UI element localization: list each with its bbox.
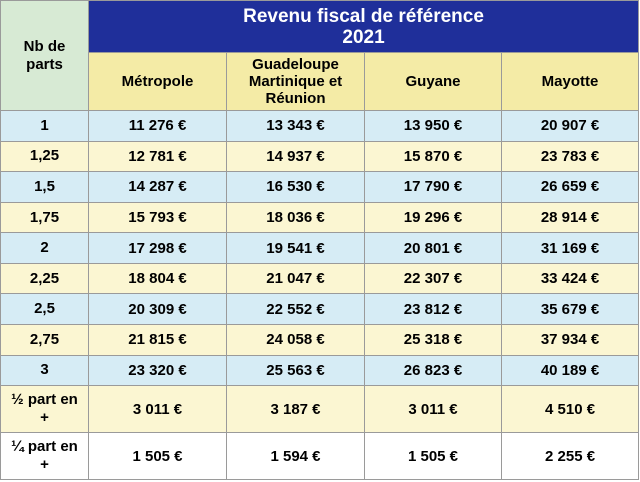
parts-cell [1, 325, 89, 356]
mayotte-value: 4 510 € [502, 386, 639, 433]
table-row [1, 141, 639, 172]
parts-cell-line: 1,25 [29, 147, 60, 165]
parts-cell-line: 2,5 [34, 300, 55, 318]
mayotte-value: 31 169 € [502, 233, 639, 264]
header-martinique-label: Martinique et [248, 73, 343, 90]
table-row [1, 202, 639, 233]
header-reunion-label: Réunion [265, 90, 326, 107]
parts-cell-line: 2,75 [29, 330, 60, 348]
parts-cell [1, 233, 89, 264]
header-mayotte [502, 53, 639, 111]
guadeloupe-martinique-reunion-value: 13 343 € [227, 111, 365, 142]
table-title [89, 1, 639, 53]
header-guadeloupe-label: Guadeloupe [252, 56, 339, 73]
header-nb-parts-line-2: parts [26, 55, 63, 73]
guadeloupe-martinique-reunion-value: 22 552 € [227, 294, 365, 325]
guyane-value: 20 801 € [365, 233, 502, 264]
guyane-value: 1 505 € [365, 433, 502, 480]
parts-cell-line: ¼ part en [11, 438, 78, 456]
guyane-value: 15 870 € [365, 141, 502, 172]
guadeloupe-martinique-reunion-value: 18 036 € [227, 202, 365, 233]
metropole-value: 1 505 € [89, 433, 227, 480]
guadeloupe-martinique-reunion-value: 19 541 € [227, 233, 365, 264]
header-metropole [89, 53, 227, 111]
table-title-line-2: 2021 [342, 26, 385, 48]
header-metropole-label: Métropole [121, 73, 194, 90]
header-guadeloupe-martinique-reunion [227, 53, 365, 111]
metropole-value: 12 781 € [89, 141, 227, 172]
guadeloupe-martinique-reunion-value: 14 937 € [227, 141, 365, 172]
parts-cell-line: ½ part en [11, 391, 78, 409]
table-title-line-1: Revenu fiscal de référence [243, 5, 484, 27]
parts-cell [1, 433, 89, 480]
guyane-value: 25 318 € [365, 325, 502, 356]
parts-cell [1, 386, 89, 433]
guadeloupe-martinique-reunion-value: 21 047 € [227, 263, 365, 294]
guadeloupe-martinique-reunion-value: 1 594 € [227, 433, 365, 480]
mayotte-value: 40 189 € [502, 355, 639, 386]
parts-cell-line: 1,75 [29, 208, 60, 226]
mayotte-value: 28 914 € [502, 202, 639, 233]
parts-cell [1, 141, 89, 172]
table-row [1, 294, 639, 325]
parts-cell-line: + [40, 409, 49, 427]
mayotte-value: 33 424 € [502, 263, 639, 294]
parts-cell [1, 202, 89, 233]
metropole-value: 21 815 € [89, 325, 227, 356]
table-row [1, 433, 639, 480]
metropole-value: 23 320 € [89, 355, 227, 386]
table-row [1, 355, 639, 386]
mayotte-value: 35 679 € [502, 294, 639, 325]
guyane-value: 23 812 € [365, 294, 502, 325]
header-nb-parts [1, 1, 89, 111]
metropole-value: 14 287 € [89, 172, 227, 203]
guyane-value: 3 011 € [365, 386, 502, 433]
guyane-value: 13 950 € [365, 111, 502, 142]
table-row [1, 386, 639, 433]
metropole-value: 18 804 € [89, 263, 227, 294]
guadeloupe-martinique-reunion-value: 24 058 € [227, 325, 365, 356]
parts-cell-line: 3 [40, 361, 49, 379]
parts-cell [1, 172, 89, 203]
parts-cell-line: 2 [40, 239, 49, 257]
guyane-value: 26 823 € [365, 355, 502, 386]
guadeloupe-martinique-reunion-value: 16 530 € [227, 172, 365, 203]
metropole-value: 15 793 € [89, 202, 227, 233]
guadeloupe-martinique-reunion-value: 3 187 € [227, 386, 365, 433]
header-guyane [365, 53, 502, 111]
header-nb-parts-line-1: Nb de [23, 37, 66, 55]
mayotte-value: 2 255 € [502, 433, 639, 480]
table-row [1, 172, 639, 203]
parts-cell-line: 2,25 [29, 269, 60, 287]
metropole-value: 11 276 € [89, 111, 227, 142]
parts-cell-line: + [40, 456, 49, 474]
guyane-value: 19 296 € [365, 202, 502, 233]
parts-cell [1, 355, 89, 386]
mayotte-value: 20 907 € [502, 111, 639, 142]
table-row [1, 263, 639, 294]
parts-cell-line: 1 [40, 116, 49, 134]
mayotte-value: 37 934 € [502, 325, 639, 356]
mayotte-value: 23 783 € [502, 141, 639, 172]
table-row [1, 325, 639, 356]
parts-cell [1, 294, 89, 325]
guyane-value: 22 307 € [365, 263, 502, 294]
table-row [1, 111, 639, 142]
mayotte-value: 26 659 € [502, 172, 639, 203]
header-mayotte-label: Mayotte [541, 73, 599, 90]
parts-cell-line: 1,5 [34, 177, 55, 195]
parts-cell [1, 111, 89, 142]
metropole-value: 20 309 € [89, 294, 227, 325]
parts-cell [1, 263, 89, 294]
metropole-value: 3 011 € [89, 386, 227, 433]
table-body [1, 111, 639, 480]
guadeloupe-martinique-reunion-value: 25 563 € [227, 355, 365, 386]
header-guyane-label: Guyane [405, 73, 461, 90]
table-row [1, 233, 639, 264]
guyane-value: 17 790 € [365, 172, 502, 203]
metropole-value: 17 298 € [89, 233, 227, 264]
